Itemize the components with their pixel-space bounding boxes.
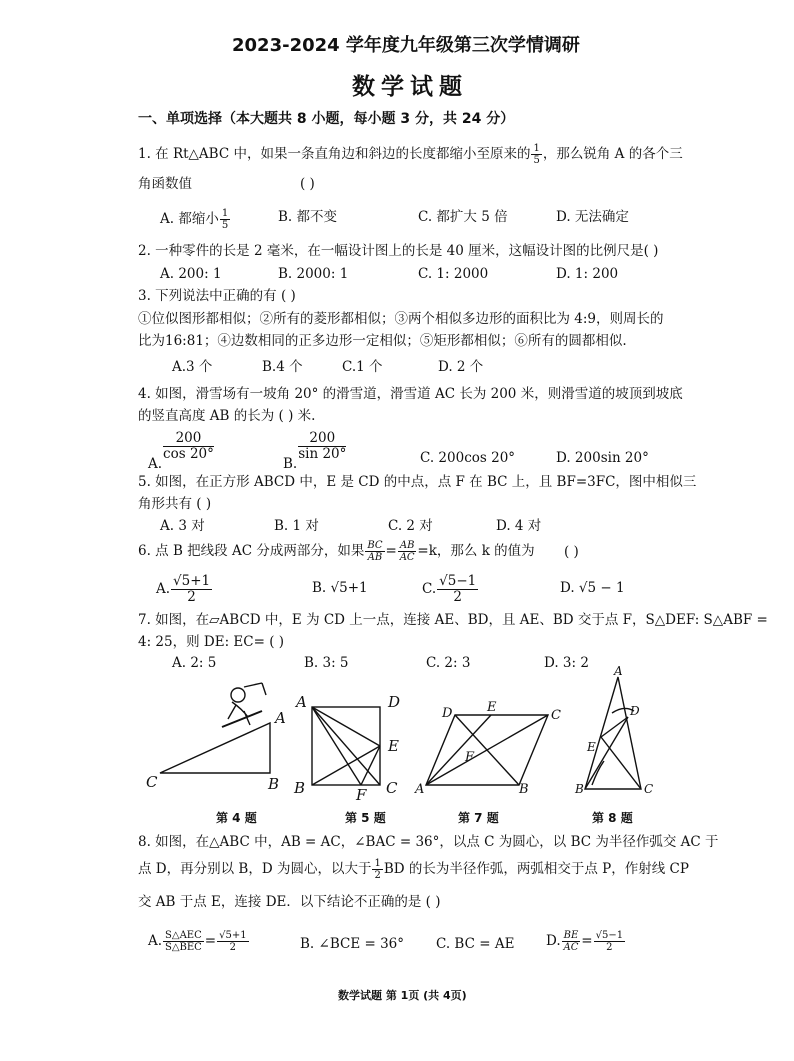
figure-8-triangle (574, 665, 653, 796)
fig4-caption: 第 4 题 (216, 811, 257, 825)
q4-opt-a (148, 431, 215, 471)
q6-opt-a (156, 574, 213, 605)
fig4-label-b: B (268, 775, 280, 793)
q8-opt-a-den: S△BEC (164, 942, 202, 953)
q6-opt-d: D. √5 − 1 (560, 580, 625, 596)
q8-half-num: 1 (374, 858, 381, 869)
q2-stem: 2. 一种零件的长是 2 毫米，在一幅设计图上的长是 40 厘米，这幅设计图的比例尺是( ) (138, 243, 659, 259)
fig8-label-e: E (587, 740, 596, 754)
q1-opt-c: C. 都扩大 5 倍 (418, 209, 508, 225)
q8-opt-d-num: BE (563, 930, 579, 941)
q6-opt-a-frac (171, 574, 212, 605)
section-heading: 一、单项选择（本大题共 8 小题，每小题 3 分，共 24 分） (138, 111, 515, 127)
q8-opt-d-rhs-num: √5−1 (595, 930, 624, 941)
q4-opt-b (283, 431, 347, 471)
fig7-label-a: A (415, 782, 425, 797)
q2-opt-b: B. 2000: 1 (278, 266, 349, 282)
q1-opt-a-num: 1 (221, 208, 229, 219)
q3-opt-c: C.1 个 (342, 359, 383, 375)
fig5-caption: 第 5 题 (345, 811, 386, 825)
fig5-label-b: B (294, 779, 306, 797)
q2-opt-a: A. 200: 1 (160, 266, 222, 282)
q6-f1-num: BC (367, 540, 383, 551)
q8-opt-b: B. ∠BCE = 36° (300, 936, 404, 952)
q6-f2-den: AC (399, 552, 415, 563)
fig4-label-c: C (146, 773, 158, 791)
q6-opt-a-den: 2 (187, 588, 196, 605)
q7-opt-a: A. 2: 5 (172, 655, 217, 671)
q3-stem: 3. 下列说法中正确的有 ( ) (138, 288, 296, 304)
q7-opt-b: B. 3: 5 (304, 655, 349, 671)
q2-opt-d: D. 1: 200 (556, 266, 619, 282)
q3-line1: ①位似图形都相似；②所有的菱形都相似；③两个相似多边形的面积比为 4:9，则周长的 (138, 311, 664, 327)
q6-paren: ( ) (564, 544, 579, 560)
q8-opt-d-rhs (594, 930, 625, 953)
q7-line2: 4: 25，则 DE: EC= ( ) (138, 634, 285, 650)
fig8-label-d: D (630, 704, 640, 718)
q8-opt-c: C. BC = AE (436, 936, 515, 952)
q8-opt-d-frac (562, 930, 581, 953)
fig7-label-e: E (487, 700, 497, 715)
q8-opt-d-label: D. (546, 933, 561, 949)
fig8-label-b: B (575, 782, 584, 796)
q4-line2: 的竖直高度 AB 的长为 ( ) 米. (138, 408, 316, 424)
q8-opt-a-rhs-num: √5+1 (219, 930, 247, 941)
q4-opt-b-label: B. (283, 455, 298, 472)
q1-fraction (531, 143, 541, 166)
q8-line3: 交 AB 于点 E，连接 DE．以下结论不正确的是 ( ) (138, 894, 441, 910)
q4-line1: 4. 如图，滑雪场有一坡角 20° 的滑雪道，滑雪道 AC 长为 200 米，则滑雪道的坡顶到坡底 (138, 386, 683, 402)
figure-7-parallelogram (414, 700, 561, 797)
q8-opt-d: D. $\frac{BE}{AC}$ = $\frac{√5-1}{2}$ (546, 930, 624, 953)
q8-line1: 8. 如图，在△ABC 中，AB = AC，∠BAC = 36°，以点 C 为圆心，以 BC 为半径作弧交 AC 于 (138, 834, 719, 850)
q6-frac-1 (365, 540, 384, 563)
fig8-caption: 第 8 题 (592, 811, 633, 825)
q8-opt-a-rhs-den: 2 (229, 942, 236, 953)
q4-opt-b-num: 200 (298, 431, 346, 447)
fig4-triangle (160, 723, 270, 773)
q1-stem (138, 143, 683, 166)
figures-row (0, 665, 794, 835)
q1-stem-a: 1. 在 Rt△ABC 中，如果一条直角边和斜边的长度都缩小至原来的 (138, 146, 531, 162)
q4-opt-b-den: sin 20° (298, 445, 347, 462)
q5-line2: 角形共有 ( ) (138, 496, 212, 512)
fig5-label-e: E (388, 737, 399, 755)
q8-opt-a-rhs (217, 930, 248, 953)
q6-opt-c (422, 574, 479, 605)
q7-opt-d: D. 3: 2 (544, 655, 589, 671)
q8-line2 (138, 858, 689, 881)
fig5-label-a: A (296, 693, 307, 711)
exam-header: 2023-2024 学年度九年级第三次学情调研 (232, 35, 580, 56)
q8-opt-a: A. $\frac{\text{S△AEC}}{\text{S△BEC}}$ = $\frac{√5+1}{2}$ (148, 930, 247, 953)
q1-opt-a-label: A. 都缩小 (160, 211, 219, 227)
fig7-caption: 第 7 题 (458, 811, 499, 825)
q6-opt-c-frac (437, 574, 478, 605)
q7-line1: 7. 如图，在▱ABCD 中，E 为 CD 上一点，连接 AE、BD，且 AE、BD 交于点 F，S△DEF: S△ABF = (138, 612, 768, 628)
q8-opt-d-rhs-den: 2 (606, 942, 613, 953)
figure-4-slope (146, 683, 286, 793)
q4-opt-a-frac (163, 431, 214, 462)
q6-opt-b: B. √5+1 (312, 580, 368, 596)
fig8-triangle (585, 677, 641, 789)
fig5-label-c: C (386, 779, 398, 797)
q5-opt-c: C. 2 对 (388, 518, 433, 534)
q8-line2-a: 点 D，再分别以 B，D 为圆心，以大于 (138, 861, 372, 877)
q1-opt-a (160, 208, 231, 231)
q6-opt-c-den: 2 (453, 588, 462, 605)
fig5-label-f: F (356, 786, 367, 804)
q4-opt-b-frac (298, 431, 346, 462)
q8-opt-a-frac (163, 930, 204, 953)
fig5-label-d: D (388, 693, 401, 711)
q1-paren: ( ) (300, 176, 315, 192)
q1-stem-b: ，那么锐角 A 的各个三 (542, 146, 683, 162)
q6-stem: 6. 点 B 把线段 AC 分成两部分，如果 $\frac{BC}{AB}$ = $\frac{AB}{AC}$ =k，那么 k 的值为 (138, 540, 535, 563)
q6-opt-a-num: √5+1 (173, 573, 211, 589)
fig4-label-a: A (275, 709, 286, 727)
q6-f1-den: AB (367, 552, 383, 563)
q2-opt-c: C. 1: 2000 (418, 266, 489, 282)
fig8-label-c: C (644, 782, 654, 796)
q3-line2: 比为16:81；④边数相同的正多边形一定相似；⑤矩形都相似；⑥所有的圆都相似. (138, 333, 627, 349)
skier-icon (222, 683, 266, 727)
q4-opt-c: C. 200cos 20° (420, 450, 516, 466)
q1-frac-den: 5 (533, 155, 540, 166)
figure-5-square (293, 693, 400, 804)
q1-opt-a-frac (220, 208, 230, 231)
q8-opt-d-den: AC (563, 942, 579, 953)
q5-opt-d: D. 4 对 (496, 518, 542, 534)
q1-stem-c: 角函数值 (138, 176, 192, 192)
q1-opt-d: D. 无法确定 (556, 209, 629, 225)
q4-opt-a-num: 200 (163, 431, 214, 447)
q1-opt-a-den: 5 (221, 220, 229, 231)
q7-opt-c: C. 2: 3 (426, 655, 471, 671)
q5-opt-b: B. 1 对 (274, 518, 319, 534)
q3-opt-a: A.3 个 (172, 359, 213, 375)
fig7-label-c: C (551, 708, 561, 723)
page-footer: 数学试题 第 1页 (共 4页) (338, 989, 467, 1002)
q6-f2-num: AB (399, 540, 415, 551)
q4-opt-a-den: cos 20° (163, 445, 214, 462)
q8-half-frac (372, 858, 382, 881)
fig7-label-b: B (519, 782, 529, 797)
q6-frac-2 (398, 540, 417, 563)
q3-opt-d: D. 2 个 (438, 359, 484, 375)
fig8-label-a: A (614, 665, 623, 678)
fig7-label-f: F (465, 750, 475, 765)
page-title: 数学试题 (352, 74, 468, 100)
q8-opt-a-label: A. (148, 933, 163, 949)
q8-half-den: 2 (374, 870, 381, 881)
q6-stem-a: 6. 点 B 把线段 AC 分成两部分，如果 (138, 543, 365, 559)
q8-line2-b: BD 的长为半径作弧，两弧相交于点 P，作射线 CP (383, 861, 689, 877)
q8-opt-a-num: S△AEC (165, 930, 202, 941)
q4-opt-d: D. 200sin 20° (556, 450, 649, 466)
q6-stem-b: =k，那么 k 的值为 (417, 543, 535, 559)
q6-opt-c-num: √5−1 (439, 573, 477, 589)
q1-opt-b: B. 都不变 (278, 209, 338, 225)
q3-opt-b: B.4 个 (262, 359, 303, 375)
q5-line1: 5. 如图，在正方形 ABCD 中，E 是 CD 的中点，点 F 在 BC 上，且 BF=3FC，图中相似三 (138, 474, 697, 490)
fig7-label-d: D (442, 706, 453, 721)
q4-opt-a-label: A. (148, 455, 163, 472)
q5-opt-a: A. 3 对 (160, 518, 205, 534)
q6-opt-c-label: C. (422, 580, 437, 597)
q6-opt-a-label: A. (156, 580, 171, 597)
q1-frac-num: 1 (533, 143, 540, 154)
